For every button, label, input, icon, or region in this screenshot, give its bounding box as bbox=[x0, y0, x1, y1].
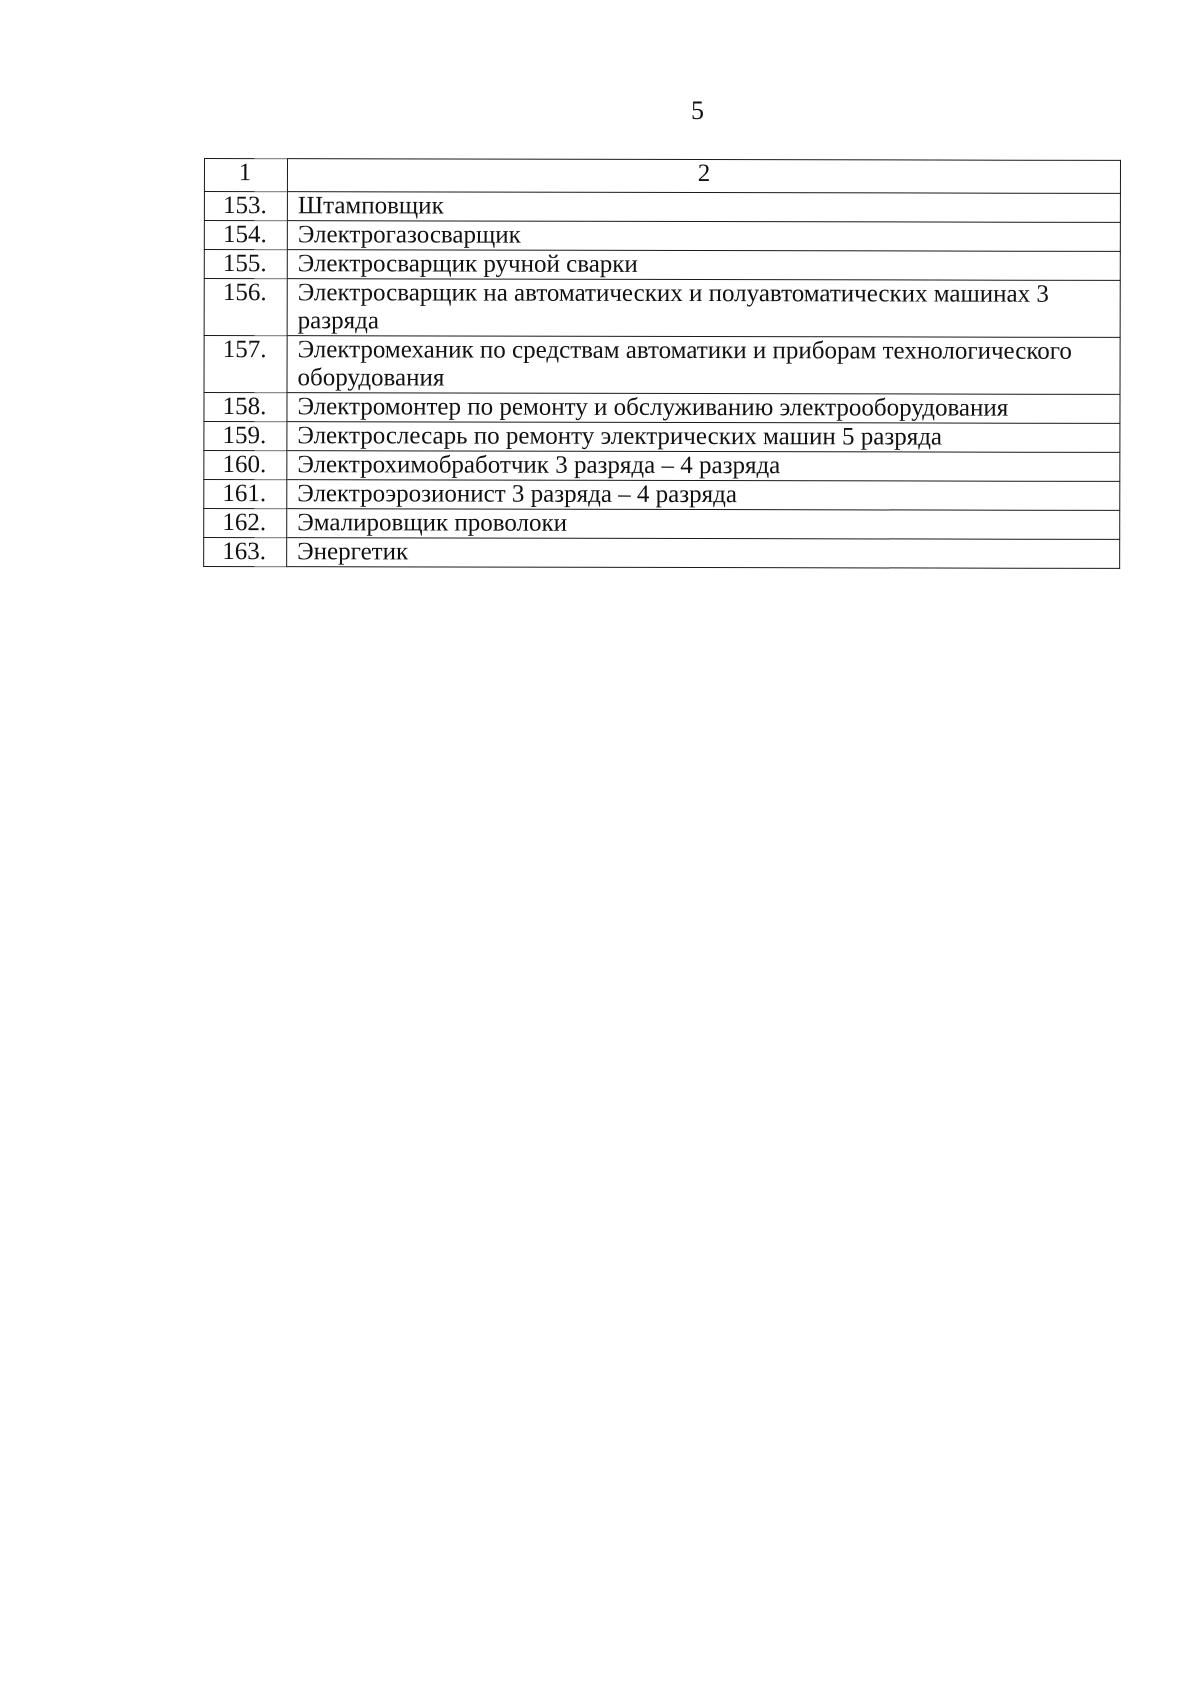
table-row bbox=[204, 538, 1120, 569]
row-number: 159. bbox=[204, 422, 287, 451]
table-row bbox=[204, 480, 1120, 511]
row-number: 160. bbox=[204, 451, 287, 480]
row-number: 156. bbox=[204, 279, 287, 336]
row-number: 154. bbox=[204, 221, 287, 250]
row-number: 158. bbox=[204, 393, 287, 422]
page-number: 5 bbox=[691, 96, 704, 125]
table-row bbox=[204, 451, 1120, 482]
table-row bbox=[204, 336, 1120, 395]
table-row bbox=[204, 422, 1120, 453]
table-row bbox=[204, 393, 1120, 424]
row-text: Электрогазосварщик bbox=[287, 221, 1120, 252]
row-text: Электросварщик на автоматических и полуавтоматических машинах 3 разряда bbox=[287, 279, 1120, 338]
row-text: Электромонтер по ремонту и обслуживанию электрооборудования bbox=[287, 393, 1120, 424]
table-row bbox=[204, 250, 1120, 281]
row-number: 162. bbox=[204, 509, 287, 538]
table-row bbox=[204, 279, 1120, 338]
row-number: 163. bbox=[204, 538, 287, 567]
row-text: Электрослесарь по ремонту электрических машин 5 разряда bbox=[287, 422, 1120, 453]
header-col-2: 2 bbox=[287, 159, 1120, 194]
row-number: 157. bbox=[204, 336, 287, 393]
row-text: Эмалировщик проволоки bbox=[287, 509, 1120, 540]
row-number: 153. bbox=[204, 192, 287, 221]
table-header-row bbox=[204, 159, 1120, 194]
row-text: Энергетик bbox=[287, 538, 1120, 569]
row-number: 161. bbox=[204, 480, 287, 509]
header-col-1: 1 bbox=[204, 159, 287, 192]
professions-table bbox=[203, 158, 1121, 569]
row-text: Электросварщик ручной сварки bbox=[287, 250, 1120, 281]
table-row bbox=[204, 192, 1120, 223]
row-text: Электрохимобработчик 3 разряда – 4 разряда bbox=[287, 451, 1120, 482]
row-text: Штамповщик bbox=[287, 192, 1120, 223]
row-text: Электроэрозионист 3 разряда – 4 разряда bbox=[287, 480, 1120, 511]
row-number: 155. bbox=[204, 250, 287, 279]
professions-table-container bbox=[203, 158, 1121, 569]
table-row bbox=[204, 221, 1120, 252]
row-text: Электромеханик по средствам автоматики и приборам технологического оборудования bbox=[287, 336, 1120, 395]
table-row bbox=[204, 509, 1120, 540]
